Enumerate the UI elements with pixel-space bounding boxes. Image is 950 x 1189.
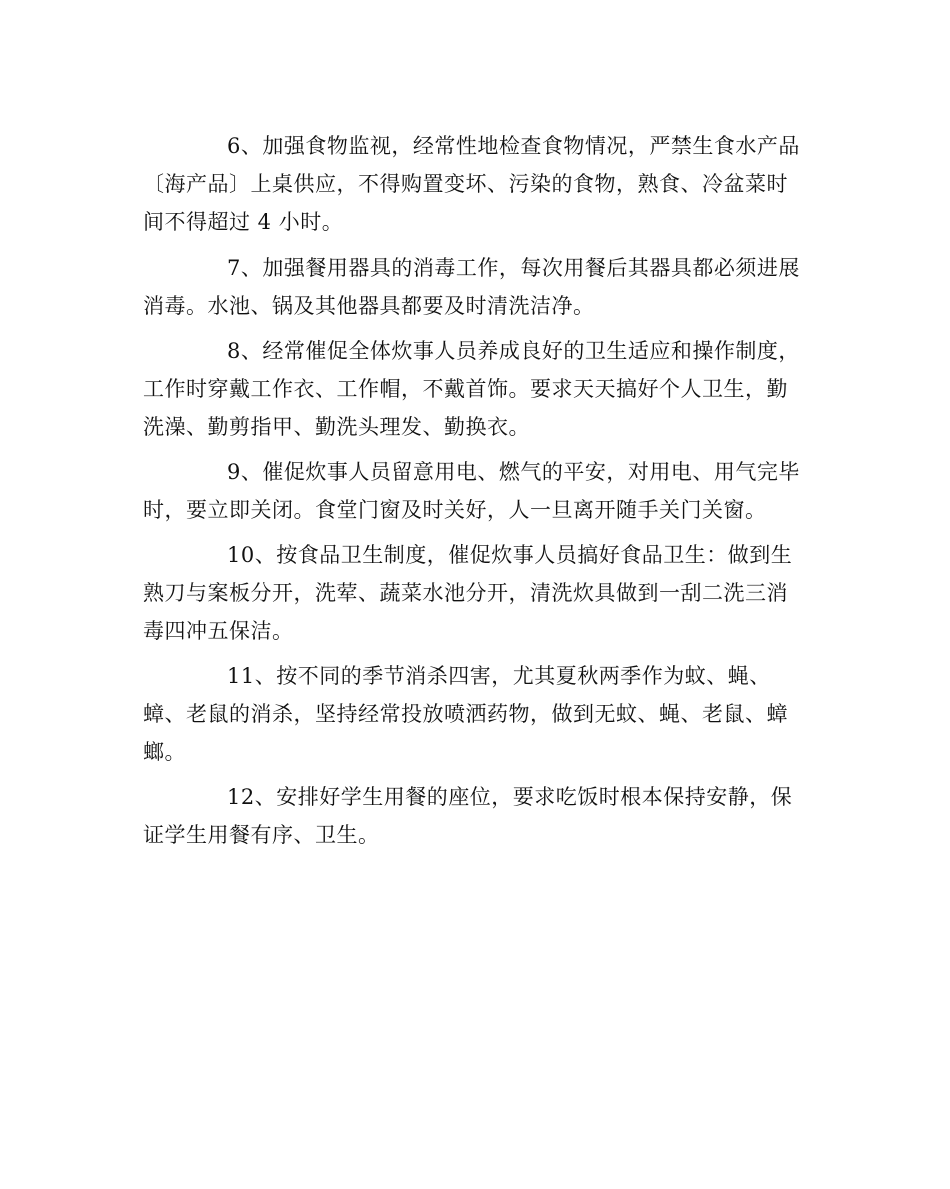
text-line: 8、经常催促全体炊事人员养成良好的卫生适应和操作制度， bbox=[227, 339, 800, 363]
text-line: 7、加强餐用器具的消毒工作，每次用餐后其器具都必须进展 bbox=[227, 256, 800, 280]
text-line: 螂。 bbox=[143, 740, 186, 764]
text-line: 12、安排好学生用餐的座位，要求吃饭时根本保持安静，保 bbox=[227, 785, 793, 809]
text-line: 时，要立即关闭。食堂门窗及时关好，人一旦离开随手关门关窗。 bbox=[143, 498, 767, 522]
text-line: 证学生用餐有序、卫生。 bbox=[143, 823, 380, 847]
text-line: 毒四冲五保洁。 bbox=[143, 619, 294, 643]
text-line: 10、按食品卫生制度，催促炊事人员搞好食品卫生：做到生 bbox=[227, 543, 793, 567]
paragraph-item-6 bbox=[143, 127, 811, 241]
text-line: 洗澡、勤剪指甲、勤洗头理发、勤换衣。 bbox=[143, 415, 530, 439]
paragraph-item-8 bbox=[143, 332, 811, 446]
text-line: 蟑、老鼠的消杀，坚持经常投放喷洒药物，做到无蚊、蝇、老鼠、蟑 bbox=[143, 702, 788, 726]
paragraph-item-10 bbox=[143, 536, 811, 650]
paragraph-item-9 bbox=[143, 453, 811, 529]
text-line: 熟刀与案板分开，洗荤、蔬菜水池分开，清洗炊具做到一刮二洗三消 bbox=[143, 581, 788, 605]
paragraph-item-12 bbox=[143, 778, 811, 854]
paragraph-item-11 bbox=[143, 657, 811, 771]
text-line: 消毒。水池、锅及其他器具都要及时清洗洁净。 bbox=[143, 294, 595, 318]
text-line: 6、加强食物监视，经常性地检查食物情况，严禁生食水产品 bbox=[227, 134, 800, 158]
text-line: 工作时穿戴工作衣、工作帽，不戴首饰。要求天天搞好个人卫生，勤 bbox=[143, 377, 788, 401]
text-line: 〔海产品〕上桌供应，不得购置变坏、污染的食物，熟食、冷盆菜时 bbox=[143, 172, 788, 196]
text-line: 9、催促炊事人员留意用电、燃气的平安，对用电、用气完毕 bbox=[227, 460, 800, 484]
text-line: 11、按不同的季节消杀四害，尤其夏秋两季作为蚊、蝇、 bbox=[227, 664, 771, 688]
text-line: 间不得超过 4 小时。 bbox=[143, 210, 344, 234]
paragraph-item-7 bbox=[143, 249, 811, 325]
document-body bbox=[143, 127, 811, 861]
